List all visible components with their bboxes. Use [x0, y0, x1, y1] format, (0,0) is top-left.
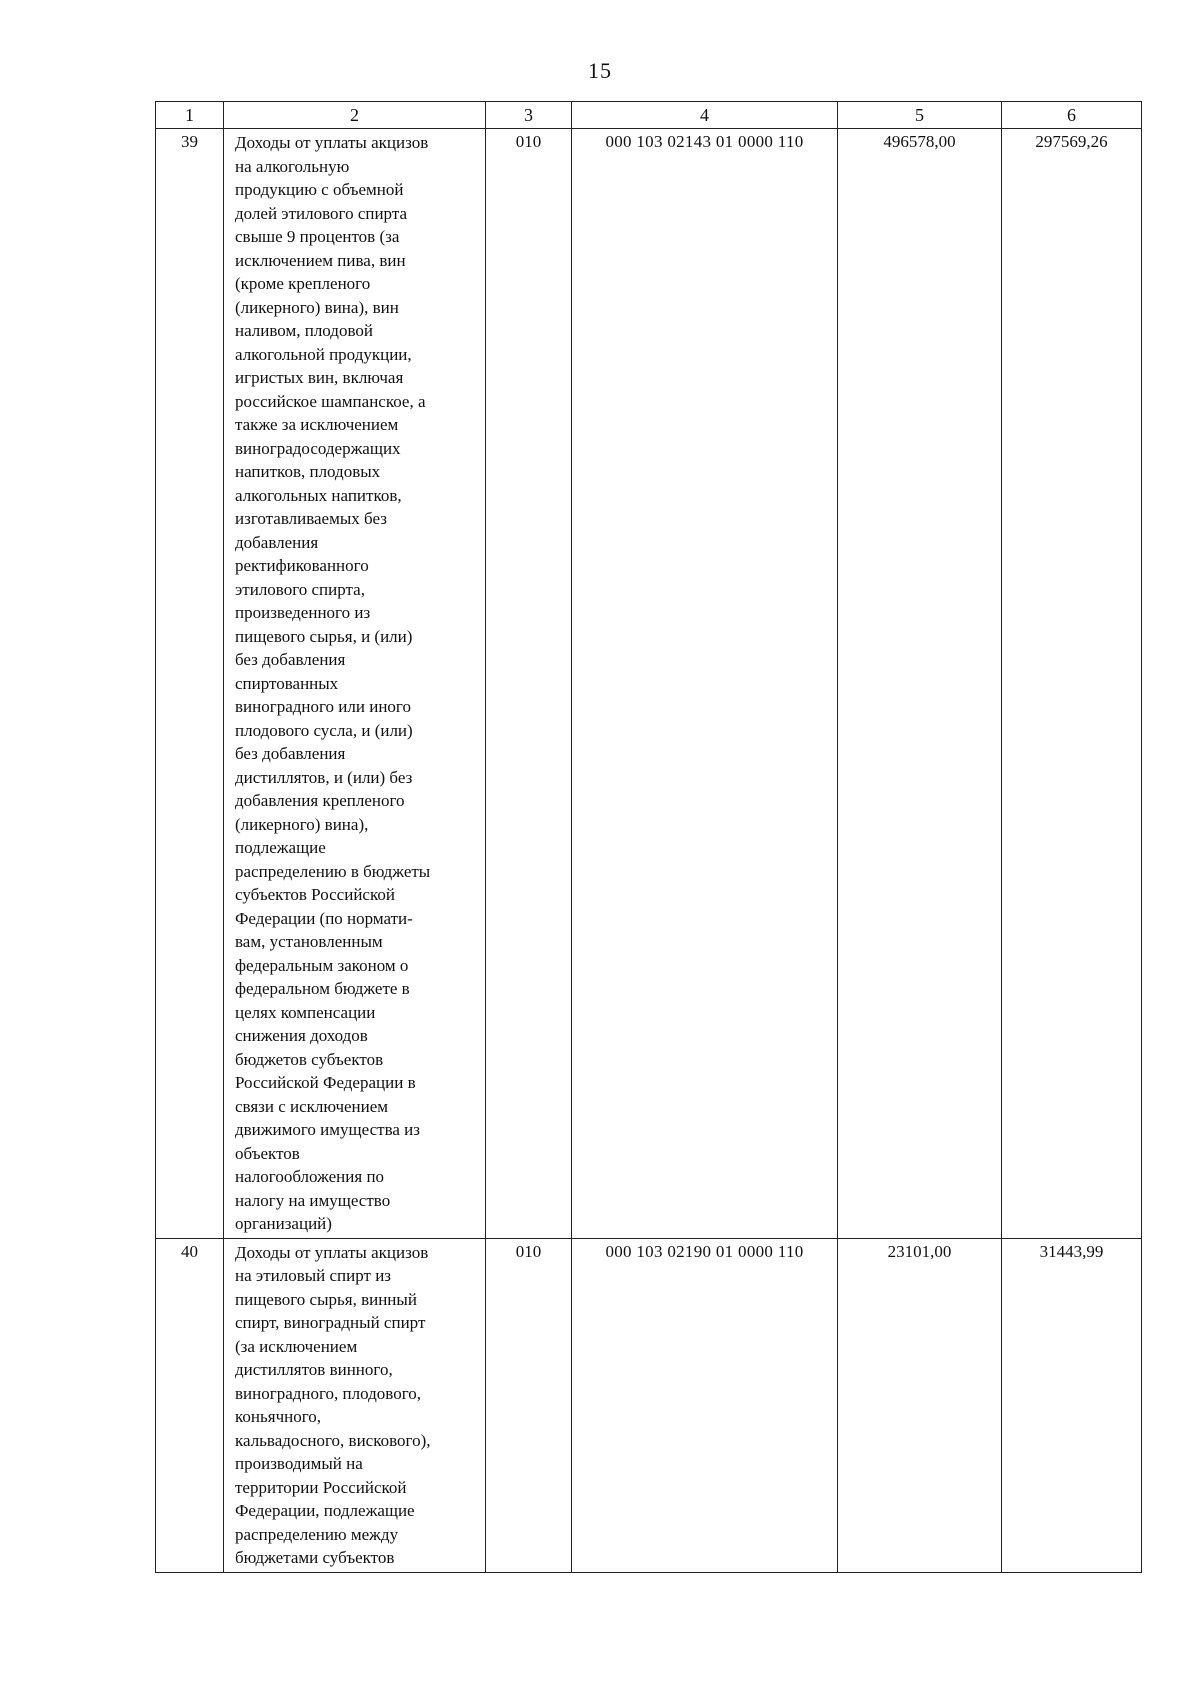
- amount-col-5: 23101,00: [838, 1238, 1002, 1572]
- income-table: [155, 101, 1142, 1573]
- budget-classification-code: 000 103 02190 01 0000 110: [572, 1238, 838, 1572]
- amount-col-5: 496578,00: [838, 129, 1002, 1239]
- row-number: 39: [156, 129, 224, 1239]
- header-col-3: 3: [486, 102, 572, 129]
- amount-col-6: 31443,99: [1002, 1238, 1142, 1572]
- header-col-6: 6: [1002, 102, 1142, 129]
- header-col-5: 5: [838, 102, 1002, 129]
- admin-code: 010: [486, 129, 572, 1239]
- amount-col-6: 297569,26: [1002, 129, 1142, 1239]
- budget-classification-code: 000 103 02143 01 0000 110: [572, 129, 838, 1239]
- table-row: [156, 1238, 1142, 1572]
- header-col-2: 2: [224, 102, 486, 129]
- income-name: Доходы от уплаты акцизов на алкогольную продукцию с объемной долей этилового спирта свыше 9 процентов (за исключением пива, вин (кроме крепленого (ликерного) вина), вин наливом, плодовой алкогольной продукции, игристых вин, включая российское шампанское, а также за исключением виноградосодержащих напитков, плодовых алкогольных напитков, изготавливаемых без добавления ректификованного этилового спирта, произведенного из пищевого сырья, и (или) без добавления спиртованных виноградного или иного плодового сусла, и (или) без добавления дистиллятов, и (или) без добавления крепленого (ликерного) вина), подлежащие распределению в бюджеты субъектов Российской Федерации (по нормати- вам, установленным федеральным законом о федеральном бюджете в целях компенсации снижения доходов бюджетов субъектов Российской Федерации в связи с исключением движимого имущества из объектов налогообложения по налогу на имущество организаций): [224, 129, 486, 1239]
- row-number: 40: [156, 1238, 224, 1572]
- header-col-4: 4: [572, 102, 838, 129]
- table-row: [156, 129, 1142, 1239]
- header-col-1: 1: [156, 102, 224, 129]
- page-number: 15: [588, 58, 612, 83]
- income-name: Доходы от уплаты акцизов на этиловый спирт из пищевого сырья, винный спирт, виноградный спирт (за исключением дистиллятов винного, виноградного, плодового, коньячного, кальвадосного, вискового), производимый на территории Российской Федерации, подлежащие распределению между бюджетами субъектов: [224, 1238, 486, 1572]
- header-row: [156, 102, 1142, 129]
- admin-code: 010: [486, 1238, 572, 1572]
